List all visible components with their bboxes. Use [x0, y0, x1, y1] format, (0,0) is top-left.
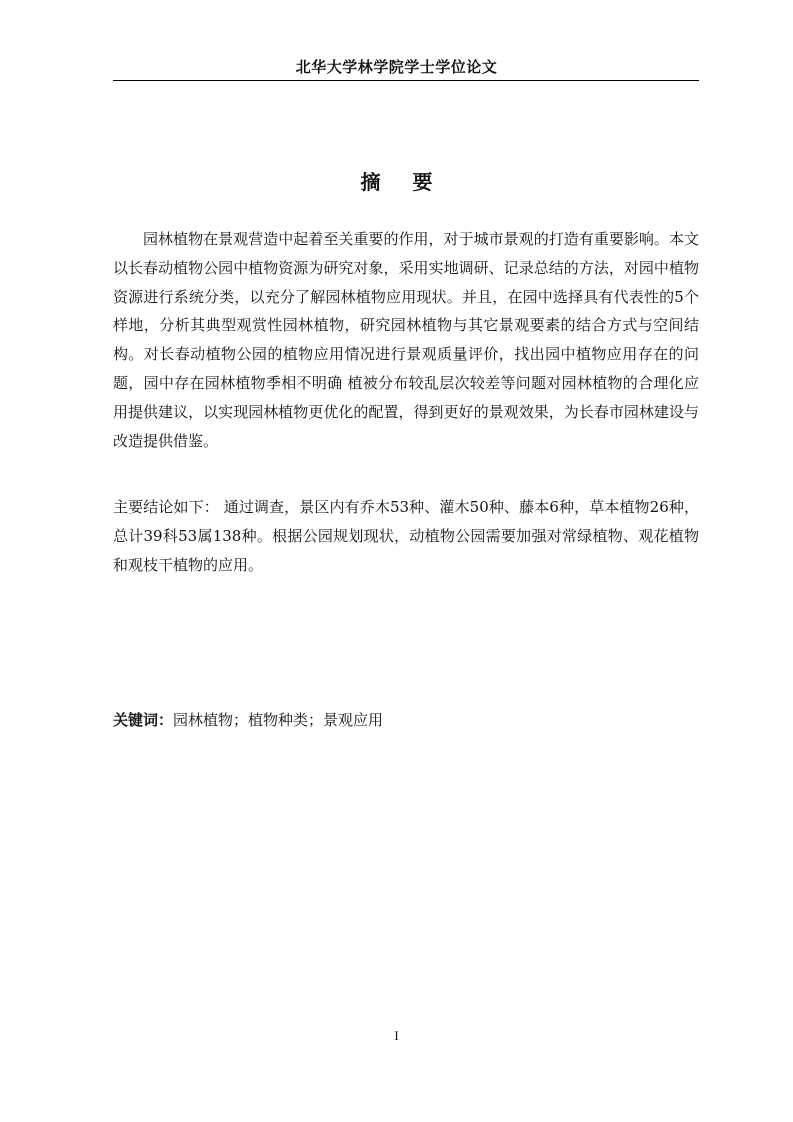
header-divider: [113, 80, 699, 81]
keywords-value: 园林植物；植物种类；景观应用: [173, 711, 384, 729]
abstract-heading-left: 摘: [360, 170, 381, 194]
page-header-title: 北华大学林学院学士学位论文: [295, 58, 498, 76]
abstract-heading: [0, 166, 793, 195]
page-number: I: [394, 1028, 399, 1043]
keywords-label: 关键词：: [113, 711, 174, 729]
keywords-line: [113, 708, 699, 732]
abstract-heading-right: 要: [412, 170, 433, 194]
abstract-paragraph: 园林植物在景观营造中起着至关重要的作用，对于城市景观的打造有重要影响。本文以长春动植物公园中植物资源为研究对象，采用实地调研、记录总结的方法，对园中植物资源进行系统分类，以充分了解园林植物应用现状。并且，在园中选择具有代表性的5个样地，分析其典型观赏性园林植物，研究园林植物与其它景观要素的结合方式与空间结构。对长春动植物公园的植物应用情况进行景观质量评价，找出园中植物应用存在的问题，园中存在园林植物季相不明确 植被分布较乱层次较差等问题对园林植物的合理化应用提供建议，以实现园林植物更优化的配置，得到更好的景观效果，为长春市园林建设与改造提供借鉴。: [113, 230, 699, 450]
conclusion-paragraph: 主要结论如下： 通过调查，景区内有乔木53种、灌木50种、藤本6种，草本植物26种，总计39科53属138种。根据公园规划现状，动植物公园需要加强对常绿植物、观花植物和观枝干植物的应用。: [113, 498, 699, 574]
